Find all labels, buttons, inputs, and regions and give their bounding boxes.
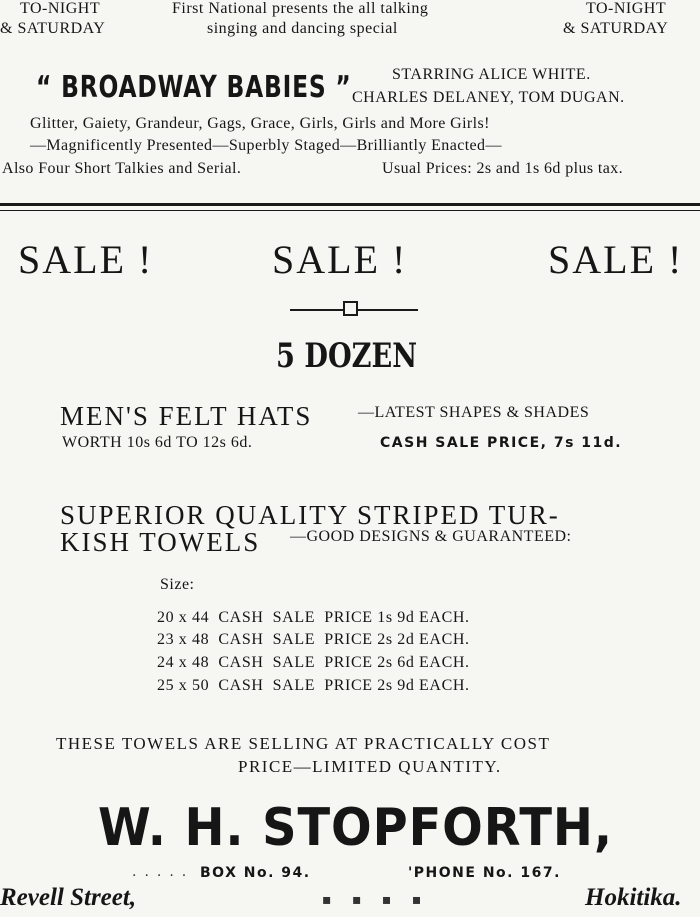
film-title: “ BROADWAY BABIES ” [36, 70, 352, 105]
footer-dots: ▪ ▪ ▪ ▪ [322, 892, 430, 908]
towel-size-dim: 25 x 50 [157, 677, 210, 694]
store-phone: 'PHONE No. 167. [408, 865, 561, 881]
towel-size-price: CASH SALE PRICE 2s 9d EACH. [218, 677, 470, 694]
towel-size-dim: 20 x 44 [157, 609, 210, 626]
sale-heading-3: SALE ! [548, 237, 684, 282]
tonight-right: TO-NIGHT [586, 0, 667, 17]
starring-line1: STARRING ALICE WHITE. [392, 66, 591, 83]
hats-headline-suffix: —LATEST SHAPES & SHADES [358, 404, 590, 421]
saturday-right: & SATURDAY [563, 20, 669, 37]
size-label: Size: [160, 576, 195, 593]
presents-line2: singing and dancing special [207, 20, 398, 37]
quantity-heading: 5 DOZEN [276, 336, 418, 376]
store-town: Hokitika. [585, 884, 682, 911]
leader-dots: ..... [132, 864, 195, 880]
towel-size-row [157, 654, 470, 672]
divider-rule-thin [0, 210, 700, 211]
sale-heading-1: SALE ! [18, 237, 154, 282]
ornament-square [343, 301, 358, 316]
saturday-left: & SATURDAY [0, 20, 106, 37]
towels-headline-2: KISH TOWELS [60, 527, 261, 557]
tagline-3-right: Usual Prices: 2s and 1s 6d plus tax. [382, 160, 624, 177]
towels-headline-suffix: —GOOD DESIGNS & GUARANTEED: [290, 528, 572, 545]
store-street: Revell Street, [0, 884, 137, 911]
towel-size-price: CASH SALE PRICE 1s 9d EACH. [218, 609, 470, 626]
hats-cash-price: CASH SALE PRICE, 7s 11d. [380, 435, 623, 451]
hats-worth: WORTH 10s 6d TO 12s 6d. [62, 434, 253, 451]
store-name: W. H. STOPFORTH, [98, 798, 613, 858]
towels-note-2: PRICE—LIMITED QUANTITY. [238, 757, 502, 776]
towel-size-dim: 23 x 48 [157, 631, 210, 648]
towel-size-row [157, 631, 470, 649]
presents-line1: First National presents the all talking [172, 0, 429, 17]
towel-size-dim: 24 x 48 [157, 654, 210, 671]
towel-size-row [157, 677, 470, 695]
towels-note-1: THESE TOWELS ARE SELLING AT PRACTICALLY COST [56, 734, 551, 753]
divider-rule-thick [0, 203, 700, 206]
tonight-left: TO-NIGHT [20, 0, 101, 17]
tagline-1: Glitter, Gaiety, Grandeur, Gags, Grace, Girls, Girls and More Girls! [30, 115, 490, 132]
towels-headline-1: SUPERIOR QUALITY STRIPED TUR- [60, 500, 560, 530]
store-box: BOX No. 94. [200, 865, 311, 881]
starring-line2: CHARLES DELANEY, TOM DUGAN. [352, 89, 625, 106]
towel-size-row [157, 609, 470, 627]
tagline-3-left: Also Four Short Talkies and Serial. [2, 160, 242, 177]
towel-size-price: CASH SALE PRICE 2s 2d EACH. [218, 631, 470, 648]
sale-heading-2: SALE ! [272, 237, 408, 282]
hats-headline: MEN'S FELT HATS [60, 401, 313, 431]
towel-size-price: CASH SALE PRICE 2s 6d EACH. [218, 654, 470, 671]
tagline-2: —Magnificently Presented—Superbly Staged—Brilliantly Enacted— [30, 137, 502, 154]
